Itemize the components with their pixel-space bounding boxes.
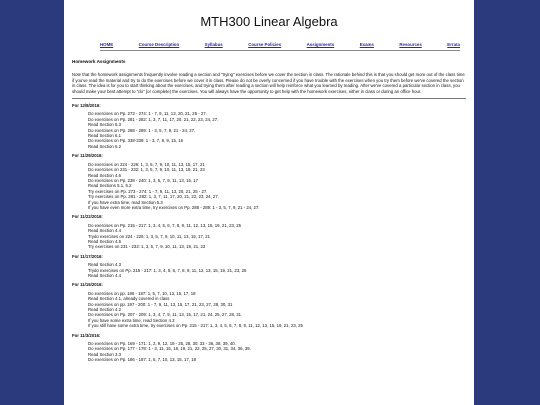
assignment-item: Do exercises on 231 - 232: 1, 3, 5, 7, 9, 10, 11, 13, 19, 21, 23 (88, 167, 205, 173)
nav-bar (100, 42, 460, 47)
assignment-item: Read Sections 5.1, 5.2 (88, 183, 132, 189)
assignment-date: For 11/29/2016: (72, 153, 103, 159)
assignment-item: Read Section 4.4 (88, 273, 121, 278)
assignment-item: Do exercises on Pp. 207 - 209: 1, 3, 4, 7, 9, 11, 13, 15, 17, 21, 24, 25, 27, 28, 31 (88, 312, 242, 318)
section-heading: Homework Assignments (72, 59, 126, 64)
nav-link-syllabus[interactable]: Syllabus (204, 42, 223, 47)
assignment-item: Read Section 3.3 (88, 351, 121, 357)
assignment-items (88, 262, 466, 278)
assignment-item: Try exercises on Pp. 281 - 282: 1, 3, 7, 11, 17, 20, 21, 22, 23, 24, 27. (88, 194, 219, 200)
intro-paragraph: Note that the homework assignments frequently involve reading a section and "trying" exercises before we cover the section in class. The rationale behind this is that you should get more out of the class time if you've read the material and try to do the exercises before we cover it in class. Please do not be overly concerned if you have trouble with the exercises when you try them before we've covered the section in class. The idea is for you to start thinking about the exercises, and trying them after reading a section will help reinforce what you learned by reading. After we've covered a particular section in class, you should make your best attempt to "do" (or complete) the exercises. You will always have the opportunity to get help with the homework exercises, either in class or during an office hour. (72, 72, 465, 94)
nav-link-assignments[interactable]: Assignments (306, 42, 335, 47)
assignment-date: For 12/8/2016: (72, 103, 101, 109)
assignment-item: If you have extra time, read Section 5.3 (88, 199, 163, 205)
assignment-item: Do exercises on Pp. 215 - 217: 1, 3, 4, 5, 6, 7, 8, 9, 11, 12, 13, 15, 19, 21, 23, 25 (88, 222, 242, 228)
assignment-items (88, 341, 466, 363)
assignment-items (88, 162, 466, 211)
assignment-item: Read Section 4.5 (88, 238, 121, 244)
assignment-item: Read Section 4.6 (88, 172, 121, 178)
nav-link-home[interactable]: HOME (100, 42, 114, 47)
assignment-item: Read Section 4.2 (88, 307, 121, 313)
assignment-item: Trydo exercises on Pp. 215 - 217: 1, 3, 4, 5, 6, 7, 8, 9, 11, 12, 13, 15, 19, 21, 23, 25 (88, 267, 247, 273)
assignment-items (88, 111, 466, 149)
assignment-items (88, 223, 466, 250)
assignment-item: Read Section 6.2 (88, 143, 121, 149)
assignment-item: If you have even more extra time, try exercises on Pp. 288 - 289: 1 - 3, 5, 7, 9, 21 - 24, 27. (88, 204, 260, 210)
assignment-item: Read Section 4.4 (88, 228, 121, 234)
assignment-item: Do exercises on Pp. 177 - 178: 1 - 3, 11, 15, 18, 19, 21, 22, 25, 27, 30, 31, 34, 36, 39. (88, 346, 251, 352)
page-title: MTH300 Linear Algebra (200, 14, 338, 29)
assignment-item: Do exercises on Pp. 273 - 274: 1 - 7, 9, 11, 13, 20, 21, 25 - 27. (88, 111, 207, 117)
assignment-date: For 11/3/2016: (72, 332, 101, 338)
assignment-date: For 11/22/2016: (72, 214, 103, 220)
assignment-item: Try exercises on 231 - 232: 1, 3, 5, 7, 9, 10, 11, 13, 19, 21, 23 (88, 244, 206, 250)
nav-link-resources[interactable]: Resources (399, 42, 422, 47)
assignment-item: Do exercises on pp. 197 - 200: 1 - 7, 9, 11, 13, 15, 17, 21, 23, 27, 28, 30, 31 (88, 301, 233, 307)
nav-link-errata[interactable]: Errata (447, 42, 460, 47)
nav-link-exams[interactable]: Exams (359, 42, 374, 47)
assignment-item: Do exercises on Pp. 288 - 289: 1 - 3, 5, 7, 9, 21 - 24, 27. (88, 127, 196, 133)
assignment-item: If you have some extra time, read Section 4.3 (88, 317, 175, 323)
assignment-item: Do exercises on pp. 186 - 187: 1, 5, 7, 10, 13, 15, 17, 18 (88, 290, 196, 296)
assignment-date: For 11/17/2016: (72, 253, 103, 259)
assignment-item: Do exercises on 224 - 226: 1, 3, 5, 7, 9, 10, 11, 13, 15, 17, 21 (88, 161, 205, 167)
assignment-item: Try exercises on Pp. 273 - 274: 1 - 7, 9, 11, 13, 20, 21, 25 - 27. (88, 188, 208, 194)
nav-link-course-description[interactable]: Course Description (138, 42, 180, 47)
assignment-items (88, 291, 466, 329)
page-container (64, 0, 474, 405)
assignment-item: Trydo exercises on 224 - 226: 1, 3, 5, 7, 9, 10, 11, 13, 15, 17, 21 (88, 233, 211, 239)
assignment-item: Do exercises on Pp. 281 - 282: 1, 3, 7, 11, 17, 20, 21, 22, 23, 24, 27. (88, 116, 219, 122)
assignment-item: Read Section 4.3 (88, 262, 121, 268)
assignment-item: Do exercises on Pp. 238 - 240: 1, 3, 5, 7, 9, 11, 13, 15, 17 (88, 177, 199, 183)
assignment-item: Read Section 4.1, already covered in class (88, 296, 170, 302)
assignment-item: Read Section 6.1 (88, 133, 121, 139)
assignment-item: Do exercises on Pp. 169 - 171: 1, 2, 9, 12, 19 - 25, 28, 30, 33 - 36, 38, 39, 40. (88, 341, 236, 347)
main-content (64, 59, 474, 363)
assignment-item: Read Section 5.3 (88, 122, 121, 128)
assignment-list (72, 103, 466, 363)
assignment-item: If you still have some extra time, try exercises on Pp. 215 - 217: 1, 3, 4, 5, 6, 7, 8, 9, 11, 12, 13, 15, 19, 21, 23, 25 (88, 323, 303, 329)
nav-link-course-policies[interactable]: Course Policies (248, 42, 282, 47)
assignment-date: For 11/15/2016: (72, 282, 103, 288)
assignment-item: Do exercises on Pp. 338-339: 1 - 3, 7, 8, 9, 15, 16 (88, 138, 184, 144)
assignment-item: Do exercises on Pp. 186 - 187: 1, 5, 7, 10, 13, 15, 17, 18 (88, 357, 196, 363)
content-divider (72, 98, 466, 99)
nav-divider (100, 50, 460, 51)
